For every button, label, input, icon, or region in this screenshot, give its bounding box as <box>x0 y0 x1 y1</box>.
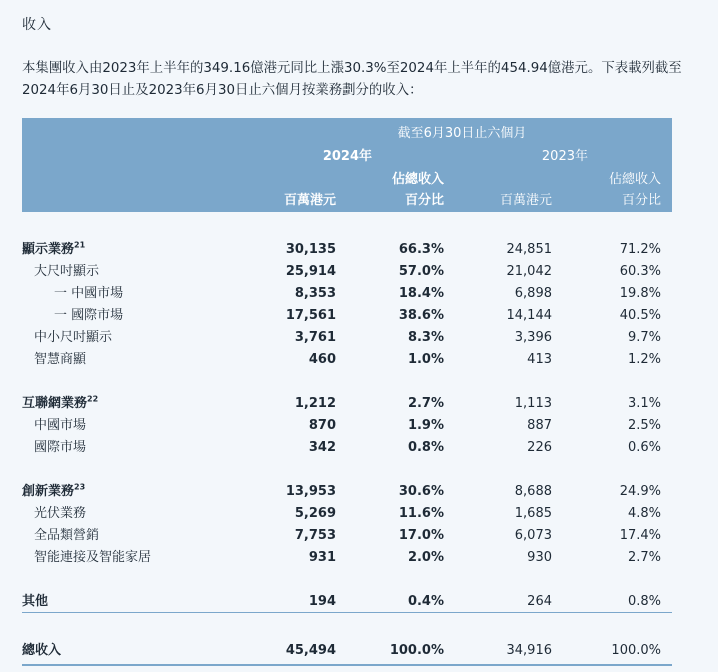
cell-v2023: 6,898 <box>514 286 552 301</box>
cell-v2024: 931 <box>308 550 336 565</box>
cell-v2024: 460 <box>308 352 336 367</box>
table-row <box>22 327 672 349</box>
table-row <box>22 437 672 459</box>
cell-p2024: 0.8% <box>407 440 444 455</box>
table-divider <box>22 612 672 613</box>
cell-v2023: 8,688 <box>514 484 552 499</box>
cell-v2024: 13,953 <box>285 484 336 499</box>
cell-v2024: 30,135 <box>285 242 336 257</box>
table-row <box>22 305 672 327</box>
cell-v2023: 264 <box>527 594 552 609</box>
cell-v2023: 226 <box>527 440 552 455</box>
cell-p2023: 19.8% <box>619 286 661 301</box>
pct-header-2023-bottom: 百分比 <box>621 193 661 208</box>
table-row <box>22 547 672 569</box>
cell-v2024: 870 <box>308 418 336 433</box>
pct-header-2023-top: 佔總收入 <box>608 172 661 187</box>
cell-p2024: 66.3% <box>398 242 444 257</box>
row-label: 中小尺吋顯示 <box>34 330 113 345</box>
row-label: 顯示業務$^{21}$ <box>22 240 86 257</box>
cell-p2024: 17.0% <box>398 528 444 543</box>
cell-p2023: 3.1% <box>627 396 661 411</box>
cell-v2024: 7,753 <box>294 528 336 543</box>
footnote-ref: 21 <box>74 240 86 250</box>
row-label: 互聯網業務$^{22}$ <box>22 394 99 411</box>
year-2024-header: 2024年 <box>322 149 372 164</box>
table-row <box>22 261 672 283</box>
row-label: 中國市場 <box>34 418 87 433</box>
cell-p2023: 9.7% <box>627 330 661 345</box>
pct-header-2024-top: 佔總收入 <box>391 172 444 187</box>
row-label: 光伏業務 <box>34 506 87 521</box>
cell-v2023: 21,042 <box>506 264 552 279</box>
cell-p2023: 4.8% <box>627 506 661 521</box>
cell-p2023: 71.2% <box>619 242 661 257</box>
cell-v2023: 3,396 <box>514 330 552 345</box>
cell-p2023: 0.6% <box>627 440 661 455</box>
table-row <box>22 283 672 305</box>
table-row <box>22 393 672 415</box>
cell-v2023: 413 <box>527 352 552 367</box>
row-label: 國際市場 <box>34 440 87 455</box>
section-title: 收入 <box>22 17 52 33</box>
cell-p2024: 57.0% <box>398 264 444 279</box>
cell-p2023: 60.3% <box>619 264 661 279</box>
cell-v2023: 930 <box>527 550 552 565</box>
period-header: 截至6月30日止六個月 <box>397 126 527 141</box>
cell-v2024: 25,914 <box>285 264 336 279</box>
row-label: 創新業務$^{23}$ <box>22 482 86 499</box>
row-label: 一 國際市場 <box>54 308 124 323</box>
cell-v2023: 1,685 <box>514 506 552 521</box>
table-row <box>22 481 672 503</box>
row-label: 總收入 <box>22 643 62 658</box>
row-label: 全品類營銷 <box>34 528 100 543</box>
row-label: 智能連接及智能家居 <box>34 550 152 565</box>
footnote-ref: 22 <box>87 394 99 404</box>
cell-p2024: 1.0% <box>407 352 444 367</box>
cell-p2023: 100.0% <box>611 643 661 658</box>
table-divider <box>22 664 672 666</box>
cell-p2024: 8.3% <box>407 330 444 345</box>
table-row <box>22 503 672 525</box>
cell-v2023: 1,113 <box>514 396 552 411</box>
cell-p2023: 2.5% <box>627 418 661 433</box>
row-label: 一 中國市場 <box>54 286 124 301</box>
footnote-ref: 23 <box>74 482 86 492</box>
table-row <box>22 415 672 437</box>
cell-p2023: 24.9% <box>619 484 661 499</box>
cell-v2024: 194 <box>308 594 336 609</box>
cell-p2024: 1.9% <box>407 418 444 433</box>
hkd-header-2024: 百萬港元 <box>283 193 336 208</box>
cell-v2023: 34,916 <box>506 643 552 658</box>
table-row <box>22 525 672 547</box>
hkd-header-2023: 百萬港元 <box>499 193 552 208</box>
cell-v2023: 14,144 <box>506 308 552 323</box>
cell-p2024: 0.4% <box>407 594 444 609</box>
row-label: 其他 <box>22 594 49 609</box>
cell-v2024: 342 <box>308 440 336 455</box>
cell-p2023: 0.8% <box>627 594 661 609</box>
cell-v2024: 3,761 <box>294 330 336 345</box>
cell-p2023: 40.5% <box>619 308 661 323</box>
year-2023-header: 2023年 <box>541 149 588 164</box>
cell-v2024: 45,494 <box>285 643 336 658</box>
row-label: 智慧商顯 <box>34 352 87 367</box>
cell-p2024: 2.0% <box>407 550 444 565</box>
cell-p2024: 2.7% <box>407 396 444 411</box>
cell-p2023: 17.4% <box>619 528 661 543</box>
cell-v2024: 5,269 <box>294 506 336 521</box>
table-row <box>22 591 672 613</box>
cell-p2024: 30.6% <box>398 484 444 499</box>
pct-header-2024-bottom: 百分比 <box>404 193 444 208</box>
intro-paragraph: 本集團收入由2023年上半年的349.16億港元同比上漲30.3%至2024年上半年的454.94億港元。下表載列截至2024年6月30日止及2023年6月30日止六個月按業務劃分的收入： <box>22 61 682 98</box>
table-row <box>22 640 672 662</box>
cell-p2024: 100.0% <box>389 643 444 658</box>
cell-v2024: 17,561 <box>285 308 336 323</box>
row-label: 大尺吋顯示 <box>34 264 100 279</box>
table-header <box>22 118 672 212</box>
cell-v2023: 6,073 <box>514 528 552 543</box>
table-row <box>22 239 672 261</box>
cell-p2024: 11.6% <box>398 506 444 521</box>
cell-p2024: 18.4% <box>398 286 444 301</box>
cell-p2023: 1.2% <box>627 352 661 367</box>
cell-p2023: 2.7% <box>627 550 661 565</box>
cell-v2024: 1,212 <box>294 396 336 411</box>
cell-v2023: 887 <box>527 418 552 433</box>
cell-v2024: 8,353 <box>294 286 336 301</box>
cell-p2024: 38.6% <box>398 308 444 323</box>
cell-v2023: 24,851 <box>506 242 552 257</box>
table-row <box>22 349 672 371</box>
